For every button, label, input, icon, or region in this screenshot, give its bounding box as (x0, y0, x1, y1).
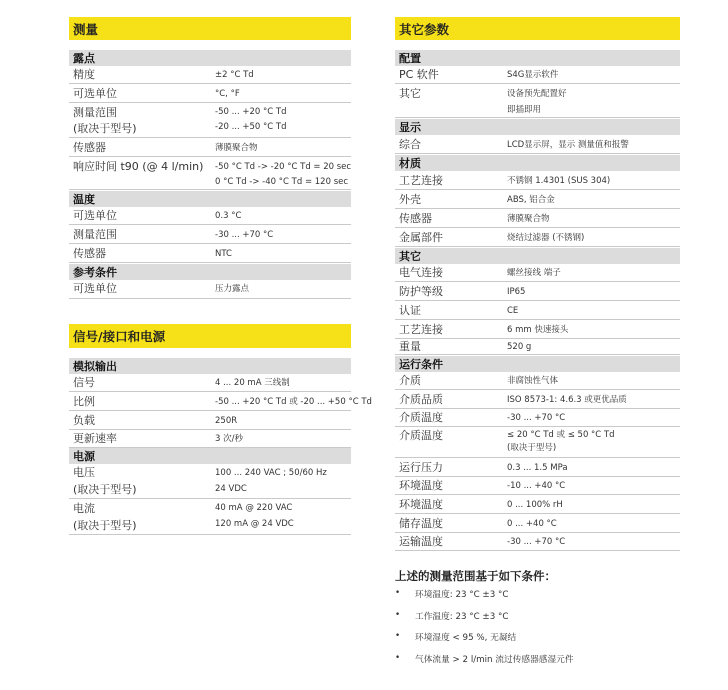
quality-value: ISO 8573-1: 4.6.3 或更优品质 (507, 395, 627, 405)
sensor-value: 薄膜聚合物 (215, 143, 258, 153)
units-value: °C, °F (215, 89, 240, 99)
response-value-2: 0 °C Td -> -40 °C Td = 120 sec (215, 177, 349, 187)
ambtemp-row (395, 478, 680, 495)
medtemp-label: 介质温度 (399, 411, 443, 424)
update-row (69, 431, 351, 448)
temp-sensor-label: 传感器 (73, 247, 106, 260)
signal-value: 4 ... 20 mA 三线制 (215, 378, 290, 388)
accuracy-row (69, 66, 351, 84)
range-label-2: (取决于型号) (73, 122, 137, 135)
pc-value: S4G显示软件 (507, 70, 559, 80)
cert-row (395, 302, 680, 320)
ip-label: 防护等级 (399, 285, 443, 298)
storage-row (395, 515, 680, 533)
other-params-title (395, 17, 680, 40)
temp-sensor-row (69, 245, 351, 263)
signal-row (69, 374, 351, 392)
transport-value: -30 ... +70 °C (507, 537, 566, 547)
elec-row (395, 264, 680, 282)
analog-header-text: 模拟输出 (73, 360, 117, 373)
note-text: 环境湿度 < 95 %, 无凝结 (415, 633, 517, 643)
accuracy-value: ±2 °C Td (215, 70, 254, 80)
ref-units-value: 压力露点 (215, 284, 250, 294)
analog-header (69, 358, 351, 374)
medtemp2-label: 介质温度 (399, 429, 443, 442)
operating-header (395, 356, 680, 372)
pressure-value: 0.3 ... 1.5 MPa (507, 463, 568, 473)
units-row (69, 85, 351, 103)
proc-conn2-label: 工艺连接 (399, 323, 443, 336)
display-header-text: 显示 (399, 121, 421, 134)
power-header-text: 电源 (73, 450, 95, 463)
medtemp2-row (395, 428, 680, 458)
medtemp-row (395, 410, 680, 427)
scale-row (69, 393, 372, 411)
pc-label: PC 软件 (399, 68, 439, 81)
proc-conn-value: 不锈钢 1.4301 (SUS 304) (507, 176, 611, 186)
transport-row (395, 534, 680, 551)
ambtemp-label: 环境温度 (399, 479, 443, 492)
other-row (395, 85, 680, 118)
other-label: 其它 (399, 87, 421, 100)
other-params-title-text: 其它参数 (399, 21, 450, 37)
bullet-icon: • (395, 653, 401, 663)
temp-header (69, 191, 351, 207)
bullet-icon: • (395, 631, 401, 641)
response-row (69, 158, 351, 190)
units-label: 可选单位 (73, 87, 117, 100)
material-header (395, 155, 680, 171)
misc-header-text: 其它 (399, 250, 421, 263)
sensor-label-right: 传感器 (399, 212, 432, 225)
ambhum-label: 环境温度 (399, 498, 443, 511)
operating-header-text: 运行条件 (399, 358, 443, 371)
notes-title: 上述的测量范围基于如下条件： (395, 569, 556, 583)
ref-header (69, 264, 351, 280)
voltage-value-2: 24 VDC (215, 484, 247, 494)
medtemp2-value-2: (取决于型号) (507, 443, 557, 453)
bullet-icon: • (395, 588, 401, 598)
load-row (69, 412, 351, 430)
housing-value: ABS, 铝合金 (507, 195, 555, 205)
current-value-1: 40 mA @ 220 VAC (215, 503, 293, 513)
metal-label: 金属部件 (399, 231, 443, 244)
current-label-1: 电流 (73, 502, 95, 515)
sensor-label: 传感器 (73, 141, 106, 154)
power-header (69, 448, 351, 464)
config-header (395, 50, 680, 66)
range-label-1: 测量范围 (73, 106, 117, 119)
load-label: 负载 (73, 414, 95, 427)
temp-units-label: 可选单位 (73, 209, 117, 222)
voltage-value-1: 100 ... 240 VAC ; 50/60 Hz (215, 468, 327, 478)
sensor-row-right (395, 210, 680, 228)
proc-conn-label: 工艺连接 (399, 174, 443, 187)
ambtemp-value: -10 ... +40 °C (507, 481, 566, 491)
quality-row (395, 391, 680, 409)
medtemp-value: -30 ... +70 °C (507, 413, 566, 423)
current-label-2: (取决于型号) (73, 519, 137, 532)
temp-range-label: 测量范围 (73, 228, 117, 241)
housing-row (395, 191, 680, 209)
elec-value: 螺丝接线 端子 (507, 268, 561, 278)
weight-row (395, 340, 680, 355)
medtemp2-value-1: ≤ 20 °C Td 或 ≤ 50 °C Td (507, 430, 615, 440)
medium-label: 介质 (399, 374, 421, 387)
load-value: 250R (215, 416, 238, 426)
temp-range-row (69, 226, 351, 244)
medium-value: 非腐蚀性气体 (507, 376, 559, 386)
sensor-row (69, 139, 351, 157)
pressure-label: 运行压力 (399, 461, 443, 474)
proc-conn2-value: 6 mm 快速接头 (507, 325, 569, 335)
material-header-text: 材质 (399, 157, 421, 170)
ref-header-text: 参考条件 (73, 266, 117, 279)
other-value-2: 即插即用 (507, 105, 542, 115)
range-value-1: -50 ... +20 °C Td (215, 107, 287, 117)
temp-units-row (69, 207, 351, 225)
voltage-label-1: 电压 (73, 466, 95, 479)
dewpoint-header (69, 50, 351, 66)
voltage-label-2: (取决于型号) (73, 483, 137, 496)
ambhum-row (395, 496, 680, 514)
sensor-value-right: 薄膜聚合物 (507, 214, 550, 224)
note-text: 气体流量 > 2 l/min 流过传感器感湿元件 (415, 655, 574, 665)
summary-label: 综合 (399, 138, 421, 151)
metal-value: 烧结过滤器 (不锈钢) (507, 233, 585, 243)
housing-label: 外壳 (399, 193, 421, 206)
accuracy-label: 精度 (73, 68, 95, 81)
weight-value: 520 g (507, 342, 532, 352)
elec-label: 电气连接 (399, 266, 443, 279)
note-text: 环境温度: 23 °C ±3 °C (415, 590, 509, 600)
dewpoint-header-text: 露点 (73, 52, 95, 65)
signal-title-text: 信号/接口和电源 (73, 329, 166, 344)
update-value: 3 次/秒 (215, 434, 243, 444)
current-row (69, 500, 351, 535)
medium-row (395, 372, 680, 390)
scale-label: 比例 (73, 395, 95, 408)
response-label: 响应时间 t90 (@ 4 l/min) (73, 160, 204, 173)
display-header (395, 119, 680, 135)
temp-header-text: 温度 (73, 193, 95, 206)
cert-label: 认证 (399, 304, 421, 317)
temp-range-value: -30 ... +70 °C (215, 230, 274, 240)
transport-label: 运输温度 (399, 535, 443, 548)
summary-value: LCD显示屏，显示 测量值和报警 (507, 140, 629, 150)
response-value-1: -50 °C Td -> -20 °C Td = 20 sec (215, 162, 352, 172)
signal-title (69, 324, 351, 348)
temp-units-value: 0.3 °C (215, 211, 242, 221)
measure-title (69, 17, 351, 40)
misc-header (395, 248, 680, 264)
ref-units-label: 可选单位 (73, 282, 117, 295)
current-value-2: 120 mA @ 24 VDC (215, 519, 294, 529)
storage-value: 0 ... +40 °C (507, 519, 557, 529)
ip-row (395, 283, 680, 301)
scale-value: -50 ... +20 °C Td 或 -20 ... +50 °C Td (215, 397, 372, 407)
quality-label: 介质品质 (399, 393, 443, 406)
measure-title-text: 测量 (73, 21, 99, 37)
config-header-text: 配置 (399, 52, 421, 65)
cert-value: CE (507, 306, 519, 316)
storage-label: 储存温度 (399, 517, 443, 530)
voltage-row (69, 464, 351, 499)
pc-row (395, 66, 680, 84)
proc-conn-row (395, 171, 680, 190)
signal-label: 信号 (73, 376, 95, 389)
note-text: 工作温度: 23 °C ±3 °C (415, 612, 509, 622)
ip-value: IP65 (507, 287, 526, 297)
temp-sensor-value: NTC (215, 249, 232, 259)
bullet-icon: • (395, 610, 401, 620)
proc-conn2-row (395, 321, 680, 339)
summary-row (395, 135, 680, 154)
metal-row (395, 229, 680, 247)
ambhum-value: 0 ... 100% rH (507, 500, 563, 510)
range-value-2: -20 ... +50 °C Td (215, 122, 287, 132)
other-value-1: 设备预先配置好 (507, 89, 567, 99)
update-label: 更新速率 (73, 432, 117, 445)
weight-label: 重量 (399, 340, 421, 353)
pressure-row (395, 459, 680, 477)
range-row (69, 104, 351, 138)
ref-units-row (69, 280, 351, 299)
